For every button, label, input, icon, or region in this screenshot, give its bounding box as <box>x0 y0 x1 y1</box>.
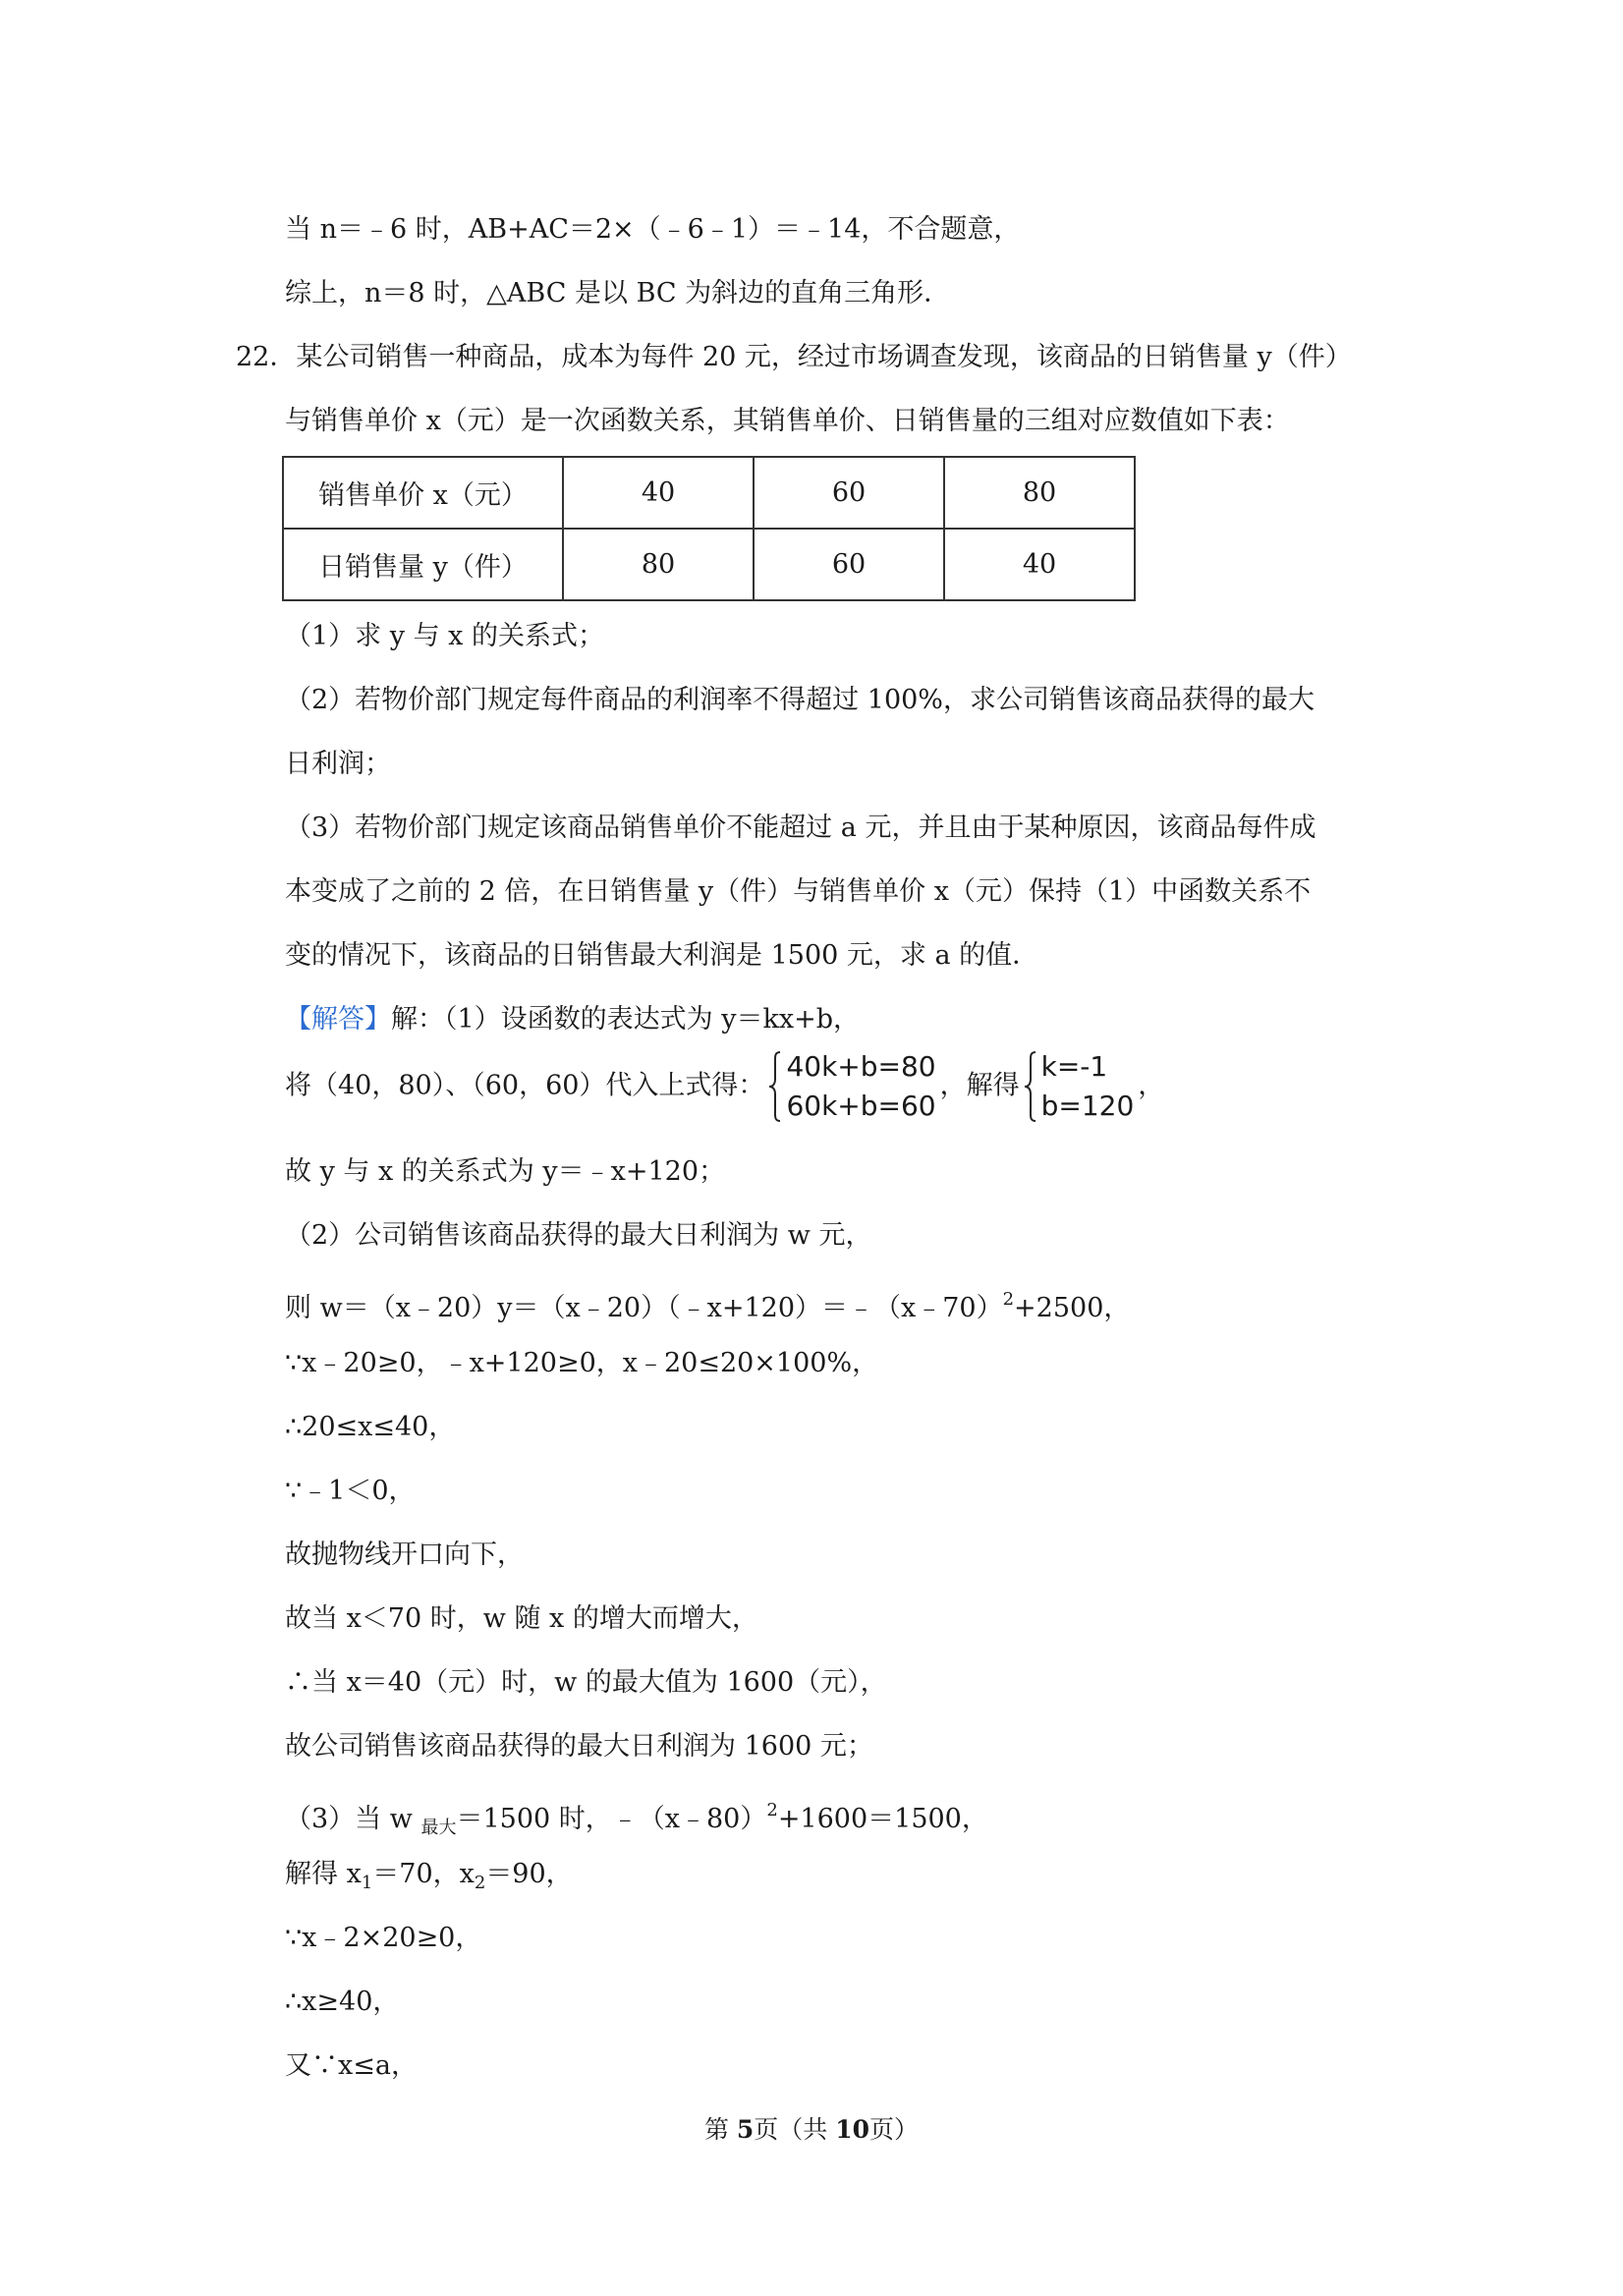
question-stem-line: 与销售单价 x（元）是一次函数关系，其销售单价、日销售量的三组对应数值如下表： <box>285 406 1290 436</box>
table-cell: 60 <box>754 529 944 600</box>
answer-line: ∴当 x＝40（元）时，w 的最大值为 1600（元）， <box>285 1667 887 1698</box>
answer-intro: 解：（1）设函数的表达式为 y＝kx+b， <box>391 1004 861 1035</box>
page-footer <box>0 2112 1623 2148</box>
answer-line: 又∵x≤a， <box>285 2050 418 2081</box>
total-pages: 10 <box>835 2115 870 2144</box>
answer-line: 故抛物线开口向下， <box>285 1540 524 1570</box>
solve-word: ，解得 <box>939 1070 1020 1101</box>
answer-intro-line <box>285 1000 860 1039</box>
footer-prefix: 第 <box>703 2115 737 2144</box>
substitution-prefix: 将（40，80）、（60，60）代入上式得： <box>285 1070 765 1101</box>
question-part: 日利润； <box>285 749 391 779</box>
answer-line: 故公司销售该商品获得的最大日利润为 1600 元； <box>285 1731 873 1762</box>
answer-tag: 【解答】 <box>285 1004 391 1035</box>
equation-line: 60k+b=60 <box>786 1090 936 1122</box>
solution-line: k=-1 <box>1040 1050 1108 1083</box>
answer-line: 故当 x＜70 时，w 随 x 的增大而增大， <box>285 1603 758 1634</box>
table-cell: 80 <box>563 529 754 600</box>
answer-line <box>285 1855 573 1903</box>
superscript: 2 <box>766 1800 778 1820</box>
page-number: 5 <box>736 2115 755 2144</box>
table-cell: 80 <box>944 457 1135 529</box>
footer-mid: 页（共 <box>754 2115 836 2144</box>
brace-icon <box>768 1051 782 1122</box>
question-stem-line: 22．某公司销售一种商品，成本为每件 20 元，经过市场调查发现，该商品的日销售量 y（件） <box>236 342 1352 372</box>
superscript: 2 <box>1002 1289 1015 1310</box>
table-row-header: 销售单价 x（元） <box>283 457 563 529</box>
text-line: 当 n＝﹣6 时，AB+AC＝2×（﹣6﹣1）＝﹣14，不合题意， <box>285 214 1021 245</box>
punctuation: ， <box>1138 1070 1165 1101</box>
answer-line: （2）公司销售该商品获得的最大日利润为 w 元， <box>285 1220 872 1251</box>
brace-icon <box>1024 1051 1037 1122</box>
subscript: 2 <box>474 1873 486 1893</box>
table-cell: 40 <box>944 529 1135 600</box>
footer-suffix: 页） <box>869 2115 920 2144</box>
text-line: 综上，n＝8 时，△ABC 是以 BC 为斜边的直角三角形． <box>285 278 951 308</box>
question-part: （3）若物价部门规定该商品销售单价不能超过 a 元，并且由于某种原因，该商品每件成 <box>285 812 1316 843</box>
subscript: 1 <box>361 1873 373 1893</box>
solution-line: b=120 <box>1040 1090 1135 1122</box>
answer-line: ∵﹣1＜0， <box>285 1476 416 1506</box>
solution-end: ＝90， <box>485 1859 573 1889</box>
table-cell: 60 <box>754 457 944 529</box>
table-cell: 40 <box>563 457 754 529</box>
part3-equation: ＝1500 时，﹣（x﹣80） <box>456 1804 767 1834</box>
answer-line: 故 y 与 x 的关系式为 y＝﹣x+120； <box>285 1156 726 1187</box>
question-part: 变的情况下，该商品的日销售最大利润是 1500 元，求 a 的值． <box>285 940 1039 971</box>
question-part: （2）若物价部门规定每件商品的利润率不得超过 100%，求公司销售该商品获得的最大 <box>285 685 1315 715</box>
answer-line: ∴x≥40， <box>285 1987 400 2017</box>
solution-mid: ＝70，x <box>372 1859 475 1889</box>
answer-line <box>285 1791 988 1848</box>
table-row <box>283 529 1135 600</box>
answer-line: ∴20≤x≤40， <box>285 1412 456 1442</box>
price-sales-table <box>282 456 1136 601</box>
answer-line: ∵x﹣2×20≥0， <box>285 1923 482 1953</box>
equation-system <box>768 1047 935 1126</box>
answer-line <box>285 1280 1130 1328</box>
table-row-header: 日销售量 y（件） <box>283 529 563 600</box>
subscript: 最大 <box>420 1818 457 1838</box>
table-row <box>283 457 1135 529</box>
part3-start: （3）当 w <box>285 1804 413 1834</box>
question-part: 本变成了之前的 2 倍，在日销售量 y（件）与销售单价 x（元）保持（1）中函数关系不 <box>285 876 1312 907</box>
profit-formula-tail: +2500， <box>1014 1293 1131 1323</box>
answer-line: ∵x﹣20≥0，﹣x+120≥0，x﹣20≤20×100%， <box>285 1348 879 1378</box>
equation-line: 40k+b=80 <box>786 1050 936 1083</box>
profit-formula: 则 w＝（x﹣20）y＝（x﹣20）（﹣x+120）＝﹣（x﹣70） <box>285 1293 1003 1323</box>
part3-equation-end: +1600＝1500， <box>777 1804 988 1834</box>
substitution-line <box>285 1047 1164 1126</box>
solution-start: 解得 x <box>285 1859 362 1889</box>
question-part: （1）求 y 与 x 的关系式； <box>285 621 604 651</box>
solution-system <box>1024 1047 1135 1126</box>
